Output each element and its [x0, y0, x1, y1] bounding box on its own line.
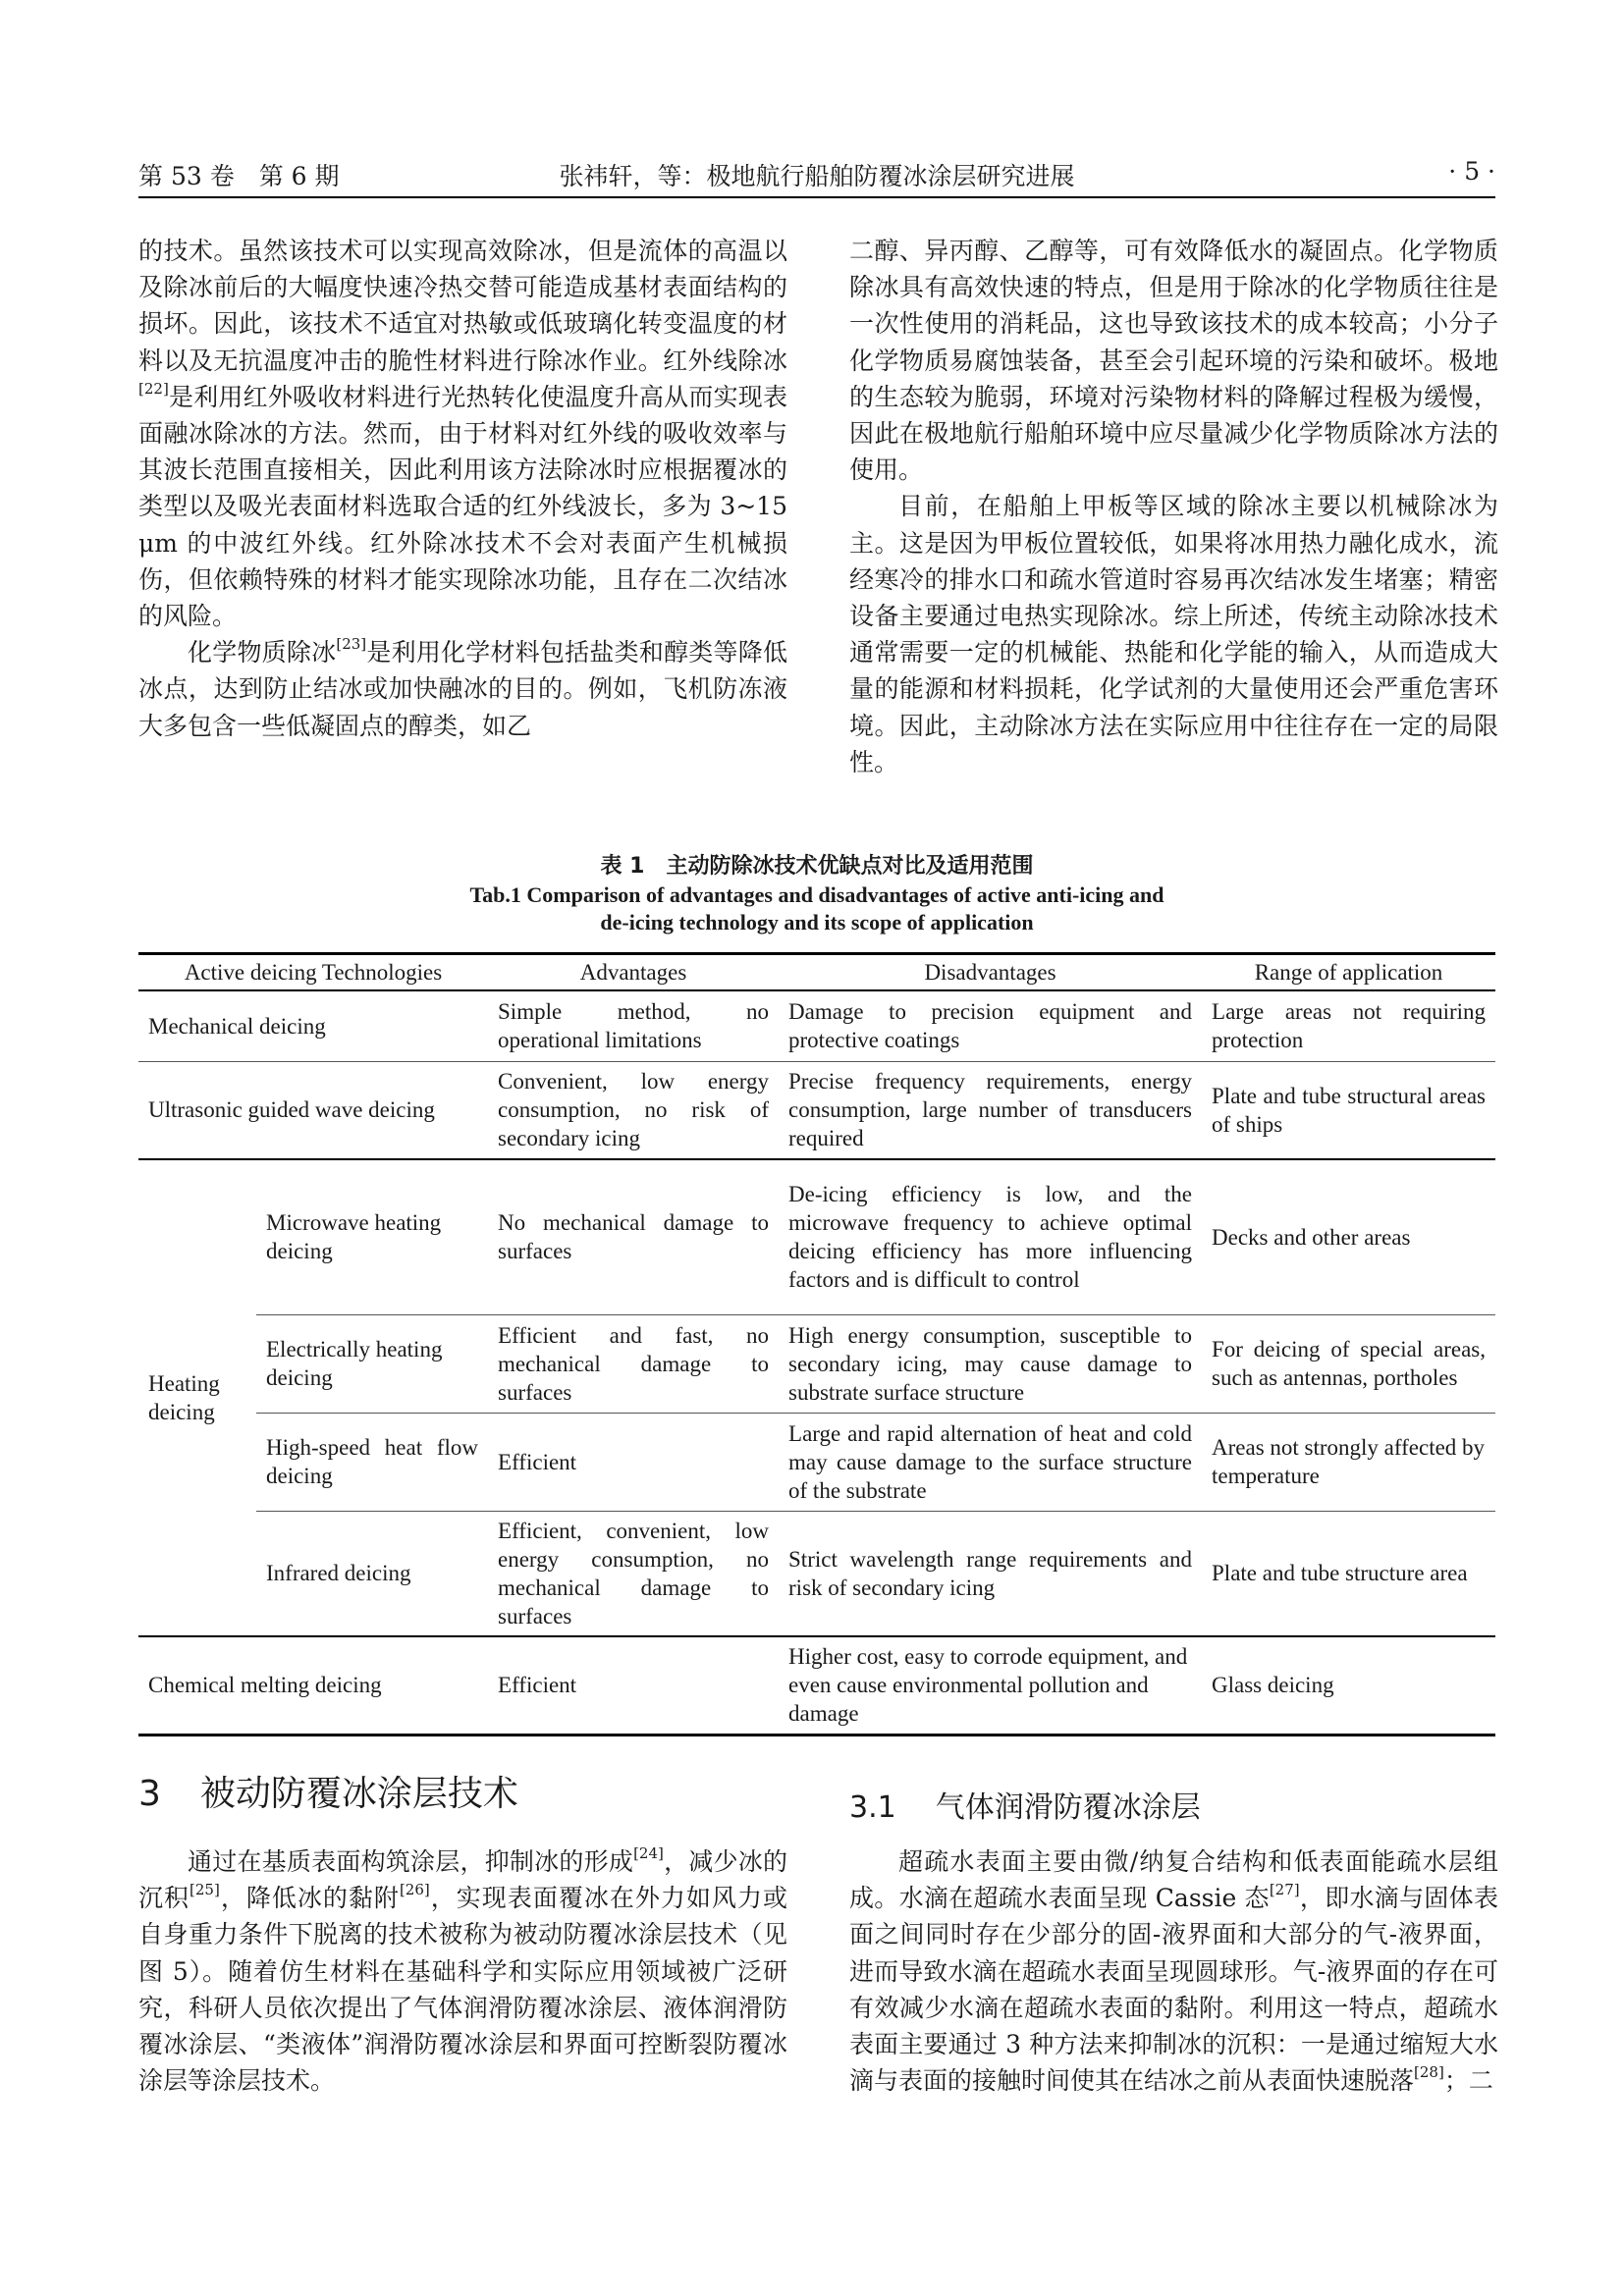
disadvantages-cell: Damage to precision equipment and protective coatings: [779, 990, 1202, 1061]
table-row: [138, 1314, 1495, 1413]
paragraph: 超疏水表面主要由微/纳复合结构和低表面能疏水层组成。水滴在超疏水表面呈现 Cassie 态[27]，即水滴与固体表面之间同时存在少部分的固-液界面和大部分的气-液界面，进而导致水滴在超疏水表面呈现圆球形。气-液界面的存在可有效减少水滴在超疏水表面的黏附。利用这一特点，超疏水表面主要通过 3 种方法来抑制冰的沉积：一是通过缩短大水滴与表面的接触时间使其在结冰之前从表面快速脱落[28]；二: [849, 1847, 1498, 2096]
citation: [26]: [399, 1881, 430, 1899]
header-range: Range of application: [1202, 954, 1495, 991]
citation: [25]: [189, 1881, 220, 1899]
comparison-table: [138, 952, 1495, 1736]
paragraph: 二醇、异丙醇、乙醇等，可有效降低水的凝固点。化学物质除冰具有高效快速的特点，但是用于除冰的化学物质往往是一次性使用的消耗品，这也导致该技术的成本较高；小分子化学物质易腐蚀装备，甚至会引起环境的污染和破坏。极地的生态较为脆弱，环境对污染物材料的降解过程极为缓慢，因此在极地航行船舶环境中应尽量减少化学物质除冰方法的使用。: [849, 237, 1498, 485]
section-title: 被动防覆冰涂层技术: [199, 1774, 518, 1814]
tech-cell: Ultrasonic guided wave deicing: [138, 1061, 488, 1159]
tech-cell: High-speed heat flow deicing: [256, 1413, 488, 1511]
tech-cell: Chemical melting deicing: [138, 1636, 488, 1735]
advantages-cell: Efficient: [488, 1636, 779, 1735]
page-number: · 5 ·: [1448, 157, 1495, 186]
table-header-row: [138, 954, 1495, 991]
table-row: [138, 1511, 1495, 1636]
citation: [24]: [633, 1844, 664, 1862]
table-caption-en-line1: Tab.1 Comparison of advantages and disadvantages of active anti-icing and: [469, 882, 1164, 907]
tech-cell: Electrically heating deicing: [256, 1314, 488, 1413]
header-technologies: Active deicing Technologies: [138, 954, 488, 991]
advantages-cell: No mechanical damage to surfaces: [488, 1159, 779, 1314]
section-title: 气体润滑防覆冰涂层: [935, 1790, 1201, 1825]
body-right-column-bottom: [849, 1843, 1498, 2099]
body-left-column-top: [138, 233, 787, 744]
section-number: 3: [138, 1774, 161, 1814]
table-caption-en-line2: de-icing technology and its scope of application: [600, 910, 1034, 934]
section-3-heading: [138, 1773, 518, 1816]
paragraph: 的技术。虽然该技术可以实现高效除冰，但是流体的高温以及除冰前后的大幅度快速冷热交替可能造成基材表面结构的损坏。因此，该技术不适宜对热敏或低玻璃化转变温度的材料以及无抗温度冲击的脆性材料进行除冰作业。红外线除冰[22]是利用红外吸收材料进行光热转化使温度升高从而实现表面融冰除冰的方法。然而，由于材料对红外线的吸收效率与其波长范围直接相关，因此利用该方法除冰时应根据覆冰的类型以及吸光表面材料选取合适的红外线波长，多为 3~15 μm 的中波红外线。红外除冰技术不会对表面产生机械损伤，但依赖特殊的材料才能实现除冰功能，且存在二次结冰的风险。: [138, 237, 787, 631]
table-row: [138, 1159, 1495, 1314]
paragraph: 目前，在船舶上甲板等区域的除冰主要以机械除冰为主。这是因为甲板位置较低，如果将冰用热力融化成水，流经寒冷的排水口和疏水管道时容易再次结冰发生堵塞；精密设备主要通过电热实现除冰。综上所述，传统主动除冰技术通常需要一定的机械能、热能和化学能的输入，从而造成大量的能源和材料损耗，化学试剂的大量使用还会严重危害环境。因此，主动除冰方法在实际应用中往往存在一定的局限性。: [849, 492, 1498, 776]
disadvantages-cell: De-icing efficiency is low, and the microwave frequency to achieve optimal deicing efficiency has more influencing factors and is difficult to control: [779, 1159, 1202, 1314]
table-row: [138, 1061, 1495, 1159]
heating-group-cell: Heating deicing: [138, 1159, 256, 1636]
table-caption-cn: 表 1 主动防除冰技术优缺点对比及适用范围: [600, 854, 1034, 879]
advantages-cell: Convenient, low energy consumption, no risk of secondary icing: [488, 1061, 779, 1159]
paragraph: 通过在基质表面构筑涂层，抑制冰的形成[24]，减少冰的沉积[25]，降低冰的黏附[26]，实现表面覆冰在外力如风力或自身重力条件下脱离的技术被称为被动防覆冰涂层技术（见图 5）。随着仿生材料在基础科学和实际应用领域被广泛研究，科研人员依次提出了气体润滑防覆冰涂层、液体润滑防覆冰涂层、“类液体”润滑防覆冰涂层和界面可控断裂防覆冰涂层等涂层技术。: [138, 1844, 787, 2096]
section-number: 3.1: [849, 1790, 896, 1825]
range-cell: Areas not strongly affected by temperature: [1202, 1413, 1495, 1511]
range-cell: Large areas not requiring protection: [1202, 990, 1495, 1061]
table-row: [138, 1413, 1495, 1511]
disadvantages-cell: High energy consumption, susceptible to secondary icing, may cause damage to substrate surface structure: [779, 1314, 1202, 1413]
tech-cell: Microwave heating deicing: [256, 1159, 488, 1314]
section-3-1-heading: [849, 1787, 1201, 1830]
table-caption: [138, 852, 1495, 936]
header-rule: [138, 196, 1495, 198]
citation: [23]: [336, 635, 367, 654]
header-disadvantages: Disadvantages: [779, 954, 1202, 991]
advantages-cell: Efficient and fast, no mechanical damage to surfaces: [488, 1314, 779, 1413]
header-advantages: Advantages: [488, 954, 779, 991]
citation: [28]: [1414, 2063, 1444, 2082]
citation: [22]: [138, 379, 169, 398]
range-cell: Plate and tube structural areas of ships: [1202, 1061, 1495, 1159]
tech-cell: Mechanical deicing: [138, 990, 488, 1061]
range-cell: Decks and other areas: [1202, 1159, 1495, 1314]
range-cell: Plate and tube structure area: [1202, 1511, 1495, 1636]
running-title: 张祎轩，等：极地航行船舶防覆冰涂层研究进展: [559, 162, 1075, 190]
paragraph: 化学物质除冰[23]是利用化学材料包括盐类和醇类等降低冰点，达到防止结冰或加快融冰的目的。例如，飞机防冻液大多包含一些低凝固点的醇类，如乙: [138, 635, 787, 740]
disadvantages-cell: Large and rapid alternation of heat and cold may cause damage to the surface structure of the substrate: [779, 1413, 1202, 1511]
advantages-cell: Simple method, no operational limitations: [488, 990, 779, 1061]
disadvantages-cell: Strict wavelength range requirements and risk of secondary icing: [779, 1511, 1202, 1636]
running-header: [138, 157, 1495, 196]
journal-volume-issue: 第 53 卷 第 6 期: [138, 162, 340, 190]
advantages-cell: Efficient, convenient, low energy consumption, no mechanical damage to surfaces: [488, 1511, 779, 1636]
citation: [27]: [1269, 1881, 1300, 1899]
comparison-table-wrapper: [138, 952, 1495, 1736]
body-left-column-bottom: [138, 1843, 787, 2099]
advantages-cell: Efficient: [488, 1413, 779, 1511]
range-cell: For deicing of special areas, such as antennas, portholes: [1202, 1314, 1495, 1413]
disadvantages-cell: Precise frequency requirements, energy consumption, large number of transducers required: [779, 1061, 1202, 1159]
table-row: [138, 1636, 1495, 1735]
body-right-column-top: [849, 233, 1498, 780]
table-row: [138, 990, 1495, 1061]
tech-cell: Infrared deicing: [256, 1511, 488, 1636]
disadvantages-cell: Higher cost, easy to corrode equipment, and even cause environmental pollution and damage: [779, 1636, 1202, 1735]
range-cell: Glass deicing: [1202, 1636, 1495, 1735]
